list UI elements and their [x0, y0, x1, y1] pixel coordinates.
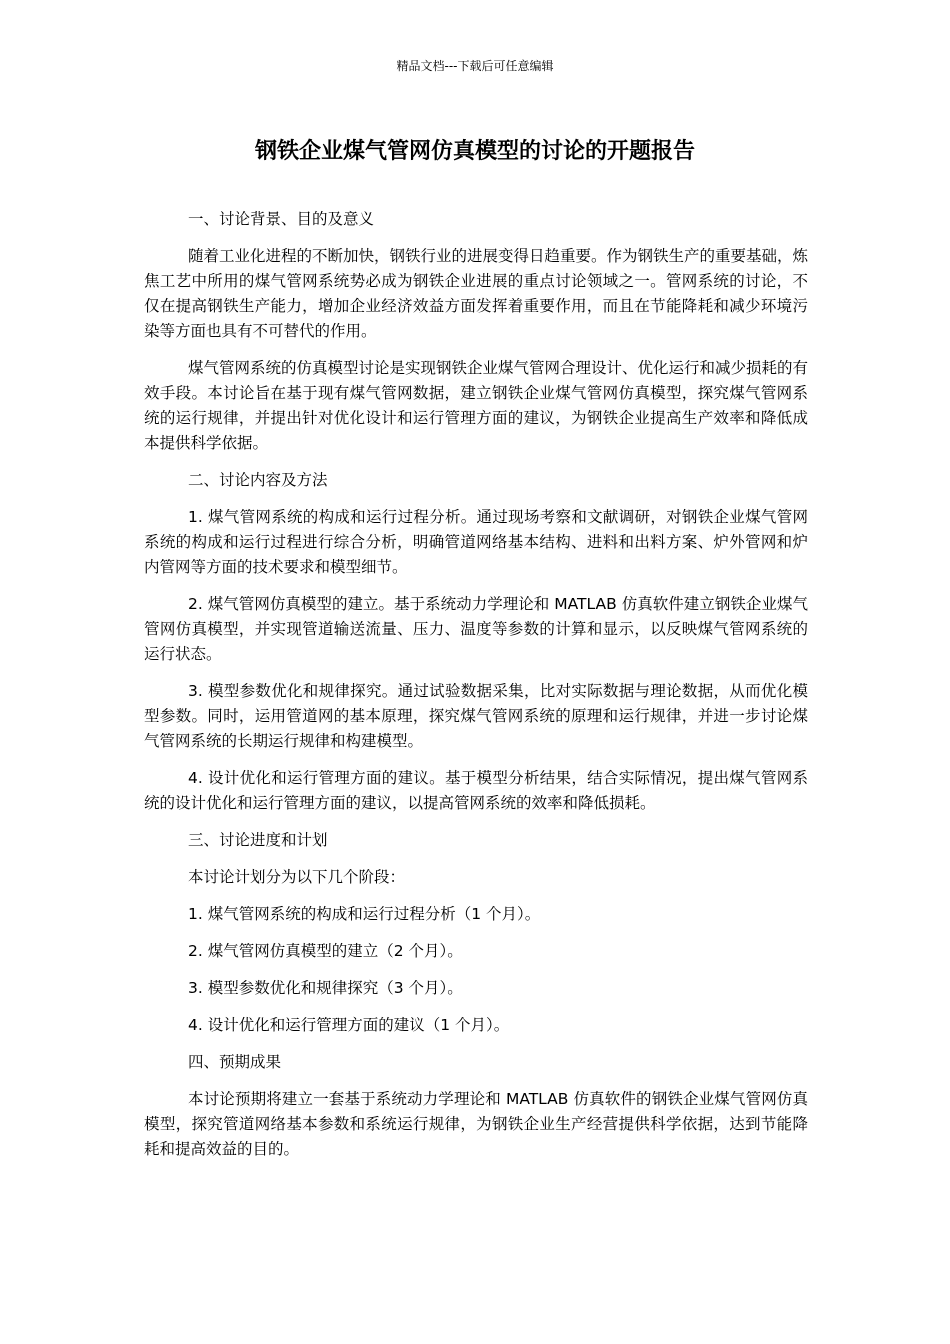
paragraph-method-4: 4. 设计优化和运行管理方面的建议。基于模型分析结果，结合实际情况，提出煤气管网系统的设计优化和运行管理方面的建议，以提高管网系统的效率和降低损耗。 — [144, 769, 808, 812]
section-heading-content-methods: 二、讨论内容及方法 — [188, 471, 328, 489]
paragraph-background-1: 随着工业化进程的不断加快，钢铁行业的进展变得日趋重要。作为钢铁生产的重要基础，炼焦工艺中所用的煤气管网系统势必成为钢铁企业进展的重点讨论领域之一。管网系统的讨论，不仅在提高钢铁生产能力，增加企业经济效益方面发挥着重要作用，而且在节能降耗和减少环境污染等方面也具有不可替代的作用。 — [144, 247, 809, 340]
schedule-item-2: 2. 煤气管网仿真模型的建立（2 个月）。 — [188, 942, 463, 960]
document-body — [144, 207, 808, 1174]
paragraph-background-2: 煤气管网系统的仿真模型讨论是实现钢铁企业煤气管网合理设计、优化运行和减少损耗的有效手段。本讨论旨在基于现有煤气管网数据，建立钢铁企业煤气管网仿真模型，探究煤气管网系统的运行规律，并提出针对优化设计和运行管理方面的建议，为钢铁企业提高生产效率和降低成本提供科学依据。 — [144, 359, 809, 452]
schedule-item-3: 3. 模型参数优化和规律探究（3 个月）。 — [188, 979, 463, 997]
section-heading-schedule: 三、讨论进度和计划 — [188, 831, 328, 849]
schedule-item-4: 4. 设计优化和运行管理方面的建议（1 个月）。 — [188, 1016, 510, 1034]
document-title: 钢铁企业煤气管网仿真模型的讨论的开题报告 — [254, 139, 695, 164]
schedule-item-1: 1. 煤气管网系统的构成和运行过程分析（1 个月）。 — [188, 905, 541, 923]
section-heading-expected-results: 四、预期成果 — [188, 1053, 282, 1071]
paragraph-method-3: 3. 模型参数优化和规律探究。通过试验数据采集，比对实际数据与理论数据，从而优化模型参数。同时，运用管道网的基本原理，探究煤气管网系统的原理和运行规律，并进一步讨论煤气管网系统的长期运行规律和构建模型。 — [144, 682, 808, 750]
paragraph-expected-results: 本讨论预期将建立一套基于系统动力学理论和 MATLAB 仿真软件的钢铁企业煤气管网仿真模型，探究管道网络基本参数和系统运行规律，为钢铁企业生产经营提供科学依据，达到节能降耗和提高效益的目的。 — [144, 1090, 808, 1158]
page-header-note: 精品文档---下载后可任意编辑 — [396, 59, 554, 73]
paragraph-method-2: 2. 煤气管网仿真模型的建立。基于系统动力学理论和 MATLAB 仿真软件建立钢铁企业煤气管网仿真模型，并实现管道输送流量、压力、温度等参数的计算和显示，以反映煤气管网系统的运行状态。 — [144, 595, 808, 663]
section-heading-background: 一、讨论背景、目的及意义 — [188, 210, 375, 228]
paragraph-schedule-intro: 本讨论计划分为以下几个阶段： — [188, 868, 406, 886]
paragraph-method-1: 1. 煤气管网系统的构成和运行过程分析。通过现场考察和文献调研，对钢铁企业煤气管网系统的构成和运行过程进行综合分析，明确管道网络基本结构、进料和出料方案、炉外管网和炉内管网等方面的技术要求和模型细节。 — [144, 508, 808, 576]
